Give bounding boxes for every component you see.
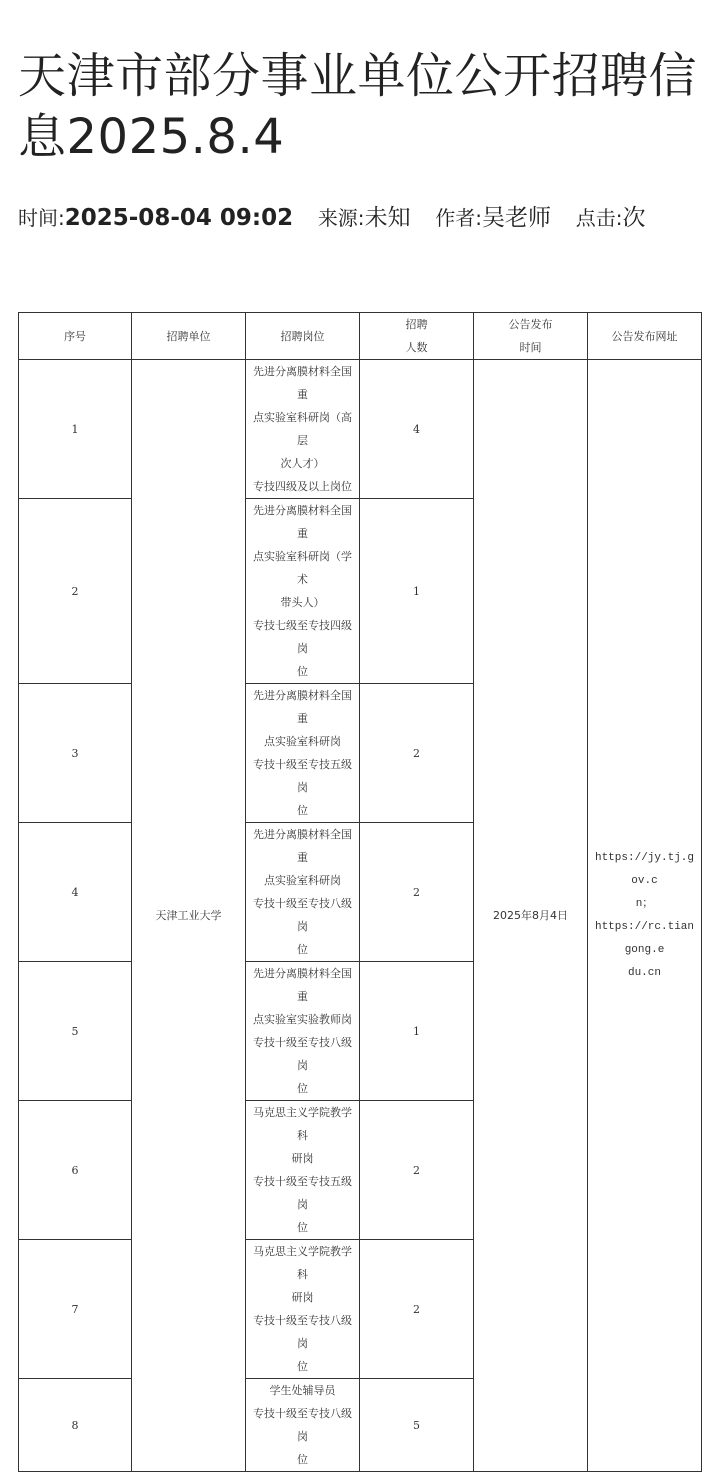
author-value: 吴老师	[482, 205, 552, 231]
url-cell	[588, 360, 702, 1472]
url-link[interactable]: https://jy.tj.gov.c	[594, 851, 695, 887]
count-cell: 1	[360, 499, 474, 684]
position-cell: 先进分离膜材料全国重 点实验室科研岗 专技十级至专技八级岗 位	[246, 823, 360, 962]
count-cell: 2	[360, 1101, 474, 1240]
position-cell: 马克思主义学院教学科 研岗 专技十级至专技五级岗 位	[246, 1101, 360, 1240]
position-cell: 马克思主义学院教学科 研岗 专技十级至专技八级岗 位	[246, 1240, 360, 1379]
seq-cell: 6	[19, 1101, 132, 1240]
seq-cell: 4	[19, 823, 132, 962]
url-separator: n；	[635, 897, 654, 910]
seq-cell: 2	[19, 499, 132, 684]
header-url: 公告发布网址	[588, 313, 702, 360]
author-label: 作者:	[435, 206, 483, 230]
header-date: 公告发布 时间	[474, 313, 588, 360]
position-cell: 学生处辅导员 专技十级至专技八级岗 位	[246, 1379, 360, 1472]
header-seq: 序号	[19, 313, 132, 360]
position-cell: 先进分离膜材料全国重 点实验室科研岗（高层 次人才） 专技四级及以上岗位	[246, 360, 360, 499]
position-cell: 先进分离膜材料全国重 点实验室科研岗（学术 带头人） 专技七级至专技四级岗 位	[246, 499, 360, 684]
unit-cell: 天津工业大学	[132, 360, 246, 1472]
table-header-row	[19, 313, 702, 360]
header-unit: 招聘单位	[132, 313, 246, 360]
position-cell: 先进分离膜材料全国重 点实验室科研岗 专技十级至专技五级岗 位	[246, 684, 360, 823]
source-value: 未知	[364, 205, 411, 231]
count-cell: 5	[360, 1379, 474, 1472]
count-cell: 4	[360, 360, 474, 499]
position-cell: 先进分离膜材料全国重 点实验室实验教师岗 专技十级至专技八级岗 位	[246, 962, 360, 1101]
seq-cell: 3	[19, 684, 132, 823]
url-link-continuation[interactable]: du.cn	[627, 966, 661, 979]
seq-cell: 7	[19, 1240, 132, 1379]
table-row	[19, 360, 702, 499]
seq-cell: 8	[19, 1379, 132, 1472]
header-count: 招聘 人数	[360, 313, 474, 360]
url-link[interactable]: https://rc.tiangong.e	[594, 920, 695, 956]
recruitment-table	[18, 312, 702, 1472]
clicks-value: 次	[622, 205, 646, 231]
source-label: 来源:	[317, 206, 365, 230]
clicks-label: 点击:	[575, 206, 623, 230]
time-value: 2025-08-04 09:02	[64, 205, 294, 231]
date-cell: 2025年8月4日	[474, 360, 588, 1472]
article-meta	[18, 202, 708, 234]
header-position: 招聘岗位	[246, 313, 360, 360]
article-title: 天津市部分事业单位公开招聘信息2025.8.4	[18, 48, 698, 165]
seq-cell: 1	[19, 360, 132, 499]
count-cell: 1	[360, 962, 474, 1101]
count-cell: 2	[360, 1240, 474, 1379]
count-cell: 2	[360, 684, 474, 823]
seq-cell: 5	[19, 962, 132, 1101]
time-label: 时间:	[18, 206, 65, 230]
count-cell: 2	[360, 823, 474, 962]
